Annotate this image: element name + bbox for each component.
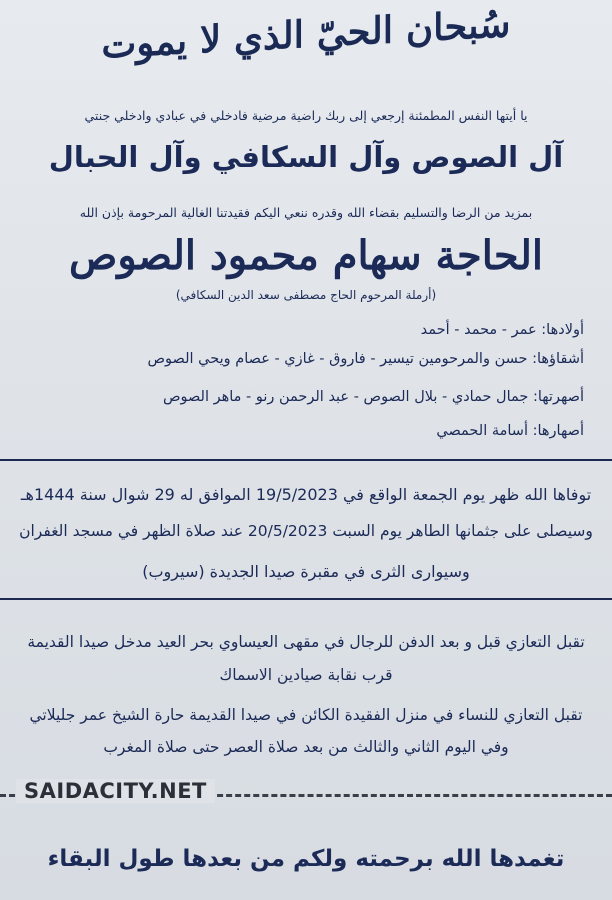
death-date-line: توفاها الله ظهر يوم الجمعة الواقع في 19/5/2023 الموافق له 29 شوال سنة 1444هـ [20, 485, 592, 504]
condolence-men-line: تقبل التعازي قبل و بعد الدفن للرجال في مقهى العيساوي بحر العيد مدخل صيدا القديمة [27, 633, 585, 651]
divider-bottom [0, 598, 612, 600]
widow-of-line: (أرملة المرحوم الحاج مصطفى سعد الدين السكافي) [175, 288, 437, 302]
relatives-sons: أولادها: عمر - محمد - أحمد [420, 322, 584, 338]
watermark-site: SAIDACITY.NET [16, 779, 215, 803]
prayer-line: وسيصلى على جثمانها الطاهر يوم السبت 20/5/2023 عند صلاة الظهر في مسجد الغفران [19, 522, 593, 540]
condolence-men-location: قرب نقابة صيادين الاسماك [219, 666, 393, 684]
families-title: آل الصوص وآل السكافي وآل الحبال [48, 140, 564, 174]
quran-verse: يا أيتها النفس المطمئنة إرجعي إلى ربك راضية مرضية فادخلي في عبادي وادخلي جنتي [84, 108, 528, 123]
condolence-women-line: تقبل التعازي للنساء في منزل الفقيدة الكائن في صيدا القديمة حارة الشيخ عمر جليلاتي [29, 706, 583, 724]
relatives-siblings: أشقاؤها: حسن والمرحومين تيسير - فاروق - غازي - عصام ويحي الصوص [147, 351, 584, 367]
deceased-name: الحاجة سهام محمود الصوص [68, 232, 544, 279]
closing-prayer: تغمدها الله برحمته ولكم من بعدها طول البقاء [47, 846, 565, 872]
announcement-intro: بمزيد من الرضا والتسليم بقضاء الله وقدره ننعي اليكم فقيدتنا الغالية المرحومة بإذن الله [79, 205, 533, 220]
condolence-women-times: وفي اليوم الثاني والثالث من بعد صلاة العصر حتى صلاة المغرب [103, 738, 509, 756]
calligraphy-heading: سُبحان الحيّ الذي لا يموت [101, 1, 511, 67]
relatives-in-laws: أصهارها: أسامة الحمصي [436, 423, 584, 439]
relatives-sons-in-law: أصهرتها: جمال حمادي - بلال الصوص - عبد الرحمن رنو - ماهر الصوص [162, 389, 584, 405]
divider-top [0, 459, 612, 461]
burial-line: وسيوارى الثرى في مقبرة صيدا الجديدة (سيروب) [142, 562, 470, 581]
